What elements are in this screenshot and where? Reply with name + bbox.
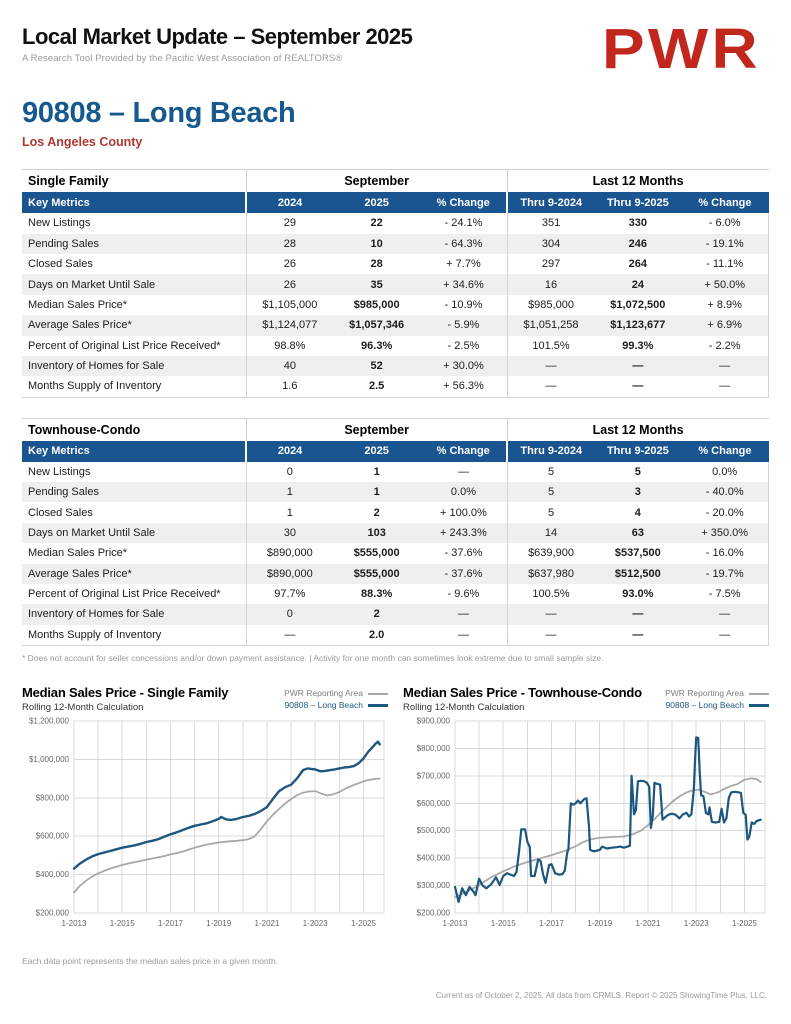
chart-subtitle: Rolling 12-Month Calculation: [22, 702, 144, 714]
chart-title: Median Sales Price - Townhouse-Condo: [403, 685, 642, 701]
table-row: [22, 254, 769, 274]
table-row: [22, 234, 769, 254]
metric-value: —: [507, 625, 594, 646]
svg-text:1-2019: 1-2019: [206, 919, 232, 929]
metric-value: + 243.3%: [420, 523, 507, 543]
metric-label: Median Sales Price*: [28, 547, 128, 560]
metric-value: - 16.0%: [681, 543, 768, 563]
legend-item: [284, 687, 388, 699]
svg-text:$400,000: $400,000: [416, 853, 450, 863]
metric-value: - 2.2%: [681, 336, 768, 356]
metric-value: —: [507, 376, 594, 397]
metric-value: $985,000: [353, 298, 400, 311]
metric-value: 2: [373, 506, 380, 519]
svg-text:$1,200,000: $1,200,000: [28, 716, 69, 726]
svg-text:$900,000: $900,000: [416, 716, 450, 726]
chart-legend: [665, 687, 769, 711]
single-family-plot: [22, 713, 388, 941]
metric-value: 93.0%: [622, 588, 654, 601]
metric-value: —: [457, 465, 469, 478]
column-header: 2025: [333, 441, 420, 462]
metric-value: 28: [246, 234, 333, 254]
metric-value: 16: [507, 274, 594, 294]
group-header-last-12-months: Last 12 Months: [507, 418, 768, 441]
svg-text:$1,000,000: $1,000,000: [28, 754, 69, 764]
metric-value: - 5.9%: [420, 315, 507, 335]
metric-label: Inventory of Homes for Sale: [22, 604, 246, 624]
metric-value: 26: [246, 254, 333, 274]
metric-value: 1: [246, 482, 333, 502]
metric-label: Closed Sales: [28, 506, 93, 519]
metric-value: —: [594, 604, 681, 624]
table-row: [22, 295, 769, 315]
metric-label: Pending Sales: [22, 482, 246, 502]
metric-value: 101.5%: [507, 336, 594, 356]
metric-value: - 7.5%: [681, 584, 768, 604]
table-row: [22, 523, 769, 543]
metric-value: —: [507, 604, 594, 624]
metric-value: —: [681, 625, 768, 646]
table-row: [22, 356, 769, 376]
svg-text:1-2015: 1-2015: [109, 919, 135, 929]
metric-value: 1: [373, 465, 380, 478]
metric-value: 97.7%: [246, 584, 333, 604]
column-header: Thru 9-2025: [594, 192, 681, 213]
column-header: % Change: [420, 192, 507, 213]
metric-label: Months Supply of Inventory: [22, 625, 246, 646]
metric-value: —: [681, 376, 768, 397]
svg-text:1-2021: 1-2021: [254, 919, 280, 929]
metric-value: $555,000: [353, 547, 400, 560]
charts-caption: Each data point represents the median sales price in a given month.: [22, 956, 279, 967]
page-title: Local Market Update – September 2025: [22, 24, 413, 49]
table-name: Single Family: [22, 170, 246, 193]
metric-value: 0: [246, 462, 333, 482]
page-subtitle: A Research Tool Provided by the Pacific West Association of REALTORS®: [22, 53, 343, 64]
townhouse-condo-plot: [403, 713, 769, 941]
legend-item: [665, 687, 769, 699]
table-row: [22, 336, 769, 356]
table-row: [22, 376, 769, 397]
metric-value: 35: [333, 274, 420, 294]
metric-value: + 34.6%: [420, 274, 507, 294]
metric-value: 30: [246, 523, 333, 543]
metric-label: Inventory of Homes for Sale: [22, 356, 246, 376]
metric-value: - 10.9%: [444, 298, 483, 311]
svg-text:$200,000: $200,000: [416, 908, 450, 918]
table-row: [22, 315, 769, 335]
metric-value: 3: [594, 482, 681, 502]
metric-value: + 50.0%: [681, 274, 768, 294]
metric-value: —: [420, 625, 507, 646]
metric-value: 96.3%: [361, 339, 393, 352]
metric-value: 0.0%: [420, 482, 507, 502]
metric-value: 4: [634, 506, 641, 519]
metric-value: 1: [333, 482, 420, 502]
metric-value: 2: [333, 604, 420, 624]
metric-value: $1,051,258: [507, 315, 594, 335]
metric-value: 28: [370, 258, 383, 271]
svg-text:1-2021: 1-2021: [635, 919, 661, 929]
metric-label: New Listings: [28, 217, 91, 230]
column-header: 2024: [246, 441, 333, 462]
metric-value: - 24.1%: [444, 217, 483, 230]
svg-text:$200,000: $200,000: [35, 908, 69, 918]
metric-value: $1,057,346: [333, 315, 420, 335]
metric-label: Median Sales Price*: [28, 298, 128, 311]
svg-text:1-2025: 1-2025: [732, 919, 757, 929]
metric-value: - 9.6%: [447, 588, 480, 601]
metric-value: 22: [370, 217, 383, 230]
metric-value: 351: [507, 213, 594, 233]
metric-value: + 6.9%: [681, 315, 768, 335]
column-header: % Change: [681, 441, 768, 462]
table-row: [22, 213, 769, 233]
svg-text:1-2023: 1-2023: [683, 919, 709, 929]
metric-value: —: [594, 625, 681, 646]
metric-label: Months Supply of Inventory: [22, 376, 246, 397]
townhouse-condo-table: [22, 418, 769, 646]
table-row: [22, 584, 769, 604]
metric-value: + 8.9%: [681, 295, 768, 315]
metric-value: 5: [507, 502, 594, 522]
legend-label: 90808 – Long Beach: [284, 700, 363, 711]
legend-line-swatch: [368, 693, 388, 695]
metric-value: $1,105,000: [246, 295, 333, 315]
legend-line-swatch: [749, 704, 769, 707]
metric-value: - 19.1%: [681, 234, 768, 254]
metric-value: 52: [333, 356, 420, 376]
charts-section: [22, 685, 769, 946]
metric-value: 304: [507, 234, 594, 254]
chart-legend: [284, 687, 388, 711]
metric-value: 330: [628, 217, 647, 230]
svg-text:$500,000: $500,000: [416, 826, 450, 836]
metric-value: $537,500: [614, 547, 661, 560]
table-row: [22, 564, 769, 584]
column-header: % Change: [681, 192, 768, 213]
area-title: 90808 – Long Beach: [22, 97, 296, 130]
metric-value: 264: [628, 258, 647, 271]
metric-label: Average Sales Price*: [22, 315, 246, 335]
metric-label: Days on Market Until Sale: [22, 523, 246, 543]
metric-value: 0.0%: [681, 462, 768, 482]
svg-text:$700,000: $700,000: [416, 771, 450, 781]
svg-text:1-2013: 1-2013: [442, 919, 468, 929]
metric-value: - 2.5%: [447, 339, 480, 352]
metric-value: 297: [507, 254, 594, 274]
column-header: Thru 9-2024: [507, 441, 594, 462]
metric-value: $555,000: [333, 564, 420, 584]
metric-value: 2.5: [333, 376, 420, 397]
group-header-september: September: [246, 418, 507, 441]
townhouse-condo-chart: [403, 685, 769, 946]
legend-item: [665, 699, 769, 711]
column-header: Thru 9-2024: [507, 192, 594, 213]
metric-value: + 100.0%: [440, 506, 487, 519]
metric-value: 246: [594, 234, 681, 254]
svg-text:1-2025: 1-2025: [351, 919, 376, 929]
metric-value: 14: [507, 523, 594, 543]
metric-label: Days on Market Until Sale: [22, 274, 246, 294]
footnote: * Does not account for seller concessions and/or down payment assistance. | Activity for one month can sometimes look extreme due to small sample size.: [22, 653, 604, 664]
metric-value: $1,072,500: [610, 298, 666, 311]
metric-label: New Listings: [28, 465, 91, 478]
metric-value: - 19.7%: [681, 564, 768, 584]
svg-text:1-2023: 1-2023: [302, 919, 328, 929]
metric-value: - 6.0%: [681, 213, 768, 233]
svg-text:1-2015: 1-2015: [490, 919, 516, 929]
column-header: 2024: [246, 192, 333, 213]
metric-value: 5: [634, 465, 641, 478]
metrics-tables: [22, 169, 769, 646]
metric-label: Pending Sales: [22, 234, 246, 254]
report-footer: Current as of October 2, 2025. All data from CRMLS. Report © 2025 ShowingTime Plus, LLC.: [435, 991, 767, 1000]
legend-label: PWR Reporting Area: [665, 688, 744, 699]
metric-value: $512,500: [594, 564, 681, 584]
column-header: Key Metrics: [22, 192, 246, 213]
metric-value: 2.0: [333, 625, 420, 646]
metric-value: 0: [246, 604, 333, 624]
metric-value: 26: [246, 274, 333, 294]
metric-value: —: [681, 604, 768, 624]
column-header: Key Metrics: [22, 441, 246, 462]
metric-value: + 7.7%: [446, 258, 481, 271]
metric-value: $1,124,077: [246, 315, 333, 335]
svg-text:$600,000: $600,000: [35, 831, 69, 841]
group-header-last-12-months: Last 12 Months: [507, 170, 768, 193]
metric-value: 1: [246, 502, 333, 522]
table-name: Townhouse-Condo: [22, 418, 246, 441]
metric-value: - 40.0%: [681, 482, 768, 502]
metric-value: —: [594, 376, 681, 397]
legend-line-swatch: [749, 693, 769, 695]
table-row: [22, 462, 769, 482]
metric-value: —: [246, 625, 333, 646]
metric-value: 5: [507, 462, 594, 482]
legend-item: [284, 699, 388, 711]
metric-value: 99.3%: [622, 339, 654, 352]
metric-label: Percent of Original List Price Received*: [28, 588, 221, 601]
metric-value: 98.8%: [246, 336, 333, 356]
metric-value: 24: [594, 274, 681, 294]
svg-text:1-2017: 1-2017: [539, 919, 564, 929]
metric-value: 63: [594, 523, 681, 543]
metric-value: —: [507, 356, 594, 376]
single-family-table: [22, 169, 769, 397]
group-header-september: September: [246, 170, 507, 193]
legend-line-swatch: [368, 704, 388, 707]
svg-text:1-2013: 1-2013: [61, 919, 87, 929]
table-row: [22, 502, 769, 522]
metric-value: - 20.0%: [681, 502, 768, 522]
svg-text:$800,000: $800,000: [416, 743, 450, 753]
metric-value: 103: [333, 523, 420, 543]
metric-value: - 64.3%: [420, 234, 507, 254]
metric-value: - 37.6%: [420, 564, 507, 584]
svg-text:$300,000: $300,000: [416, 881, 450, 891]
metric-value: + 350.0%: [681, 523, 768, 543]
metric-value: 10: [333, 234, 420, 254]
metric-value: $890,000: [246, 564, 333, 584]
legend-label: PWR Reporting Area: [284, 688, 363, 699]
metric-value: $639,900: [507, 543, 594, 563]
metric-value: 40: [246, 356, 333, 376]
metric-label: Percent of Original List Price Received*: [28, 339, 221, 352]
metric-value: 29: [246, 213, 333, 233]
svg-text:1-2017: 1-2017: [158, 919, 183, 929]
report-header: [22, 17, 769, 81]
metric-value: —: [681, 356, 768, 376]
metric-value: —: [594, 356, 681, 376]
chart-title: Median Sales Price - Single Family: [22, 685, 229, 701]
table-row: [22, 543, 769, 563]
metric-value: $985,000: [507, 295, 594, 315]
svg-text:1-2019: 1-2019: [587, 919, 613, 929]
table-row: [22, 482, 769, 502]
metric-value: 1.6: [246, 376, 333, 397]
svg-text:$600,000: $600,000: [416, 798, 450, 808]
column-header: % Change: [420, 441, 507, 462]
svg-text:$800,000: $800,000: [35, 793, 69, 803]
legend-label: 90808 – Long Beach: [665, 700, 744, 711]
county-label: Los Angeles County: [22, 135, 143, 150]
metric-value: + 56.3%: [420, 376, 507, 397]
metric-value: $637,980: [507, 564, 594, 584]
metric-value: $890,000: [246, 543, 333, 563]
metric-label: Closed Sales: [28, 258, 93, 271]
metric-value: $1,123,677: [594, 315, 681, 335]
metric-label: Average Sales Price*: [22, 564, 246, 584]
metric-value: - 37.6%: [444, 547, 483, 560]
metric-value: —: [420, 604, 507, 624]
metric-value: 5: [507, 482, 594, 502]
table-row: [22, 274, 769, 294]
chart-subtitle: Rolling 12-Month Calculation: [403, 702, 525, 714]
single-family-chart: [22, 685, 388, 946]
table-row: [22, 625, 769, 646]
column-header: Thru 9-2025: [594, 441, 681, 462]
pwr-logo: PWR: [601, 17, 761, 81]
metric-value: + 30.0%: [420, 356, 507, 376]
column-header: 2025: [333, 192, 420, 213]
metric-value: - 11.1%: [681, 254, 768, 274]
table-row: [22, 604, 769, 624]
metric-value: 100.5%: [507, 584, 594, 604]
metric-value: 88.3%: [361, 588, 393, 601]
svg-text:$400,000: $400,000: [35, 870, 69, 880]
